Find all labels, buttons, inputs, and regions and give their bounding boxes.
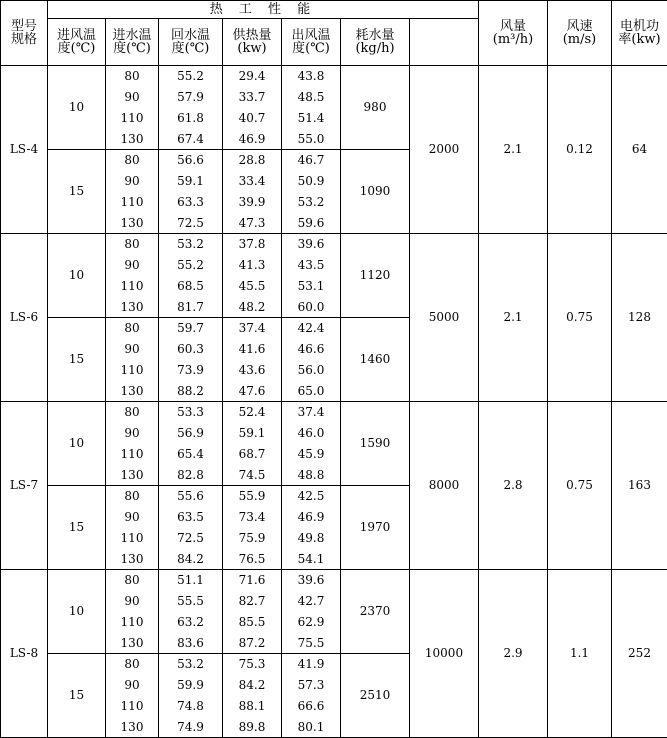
motor-power-cell: 0.75 [548,234,612,402]
air-speed-cell: 2.1 [479,234,548,402]
heat-supply-cell: 55.9 73.4 75.9 76.5 [223,486,282,570]
air-volume-cell: 5000 [410,234,479,402]
header-outlet-air-temp: 出风温 度(℃) [282,19,341,66]
inlet-air-temp-cell: 10 [48,234,106,318]
table-body [1,66,667,738]
water-consumption-cell: 1460 [341,318,410,402]
return-water-temp-cell: 53.2 59.9 74.8 74.9 [159,654,223,738]
weight-cell: 252 [612,570,667,738]
outlet-air-temp-cell: 37.4 46.0 45.9 48.8 [282,402,341,486]
outlet-air-temp-cell: 39.6 43.5 53.1 60.0 [282,234,341,318]
header-return-water-temp: 回水温 度(℃) [159,19,223,66]
return-water-temp-cell: 51.1 55.5 63.2 83.6 [159,570,223,654]
return-water-temp-cell: 55.6 63.5 72.5 84.2 [159,486,223,570]
header-water-consumption: 耗水量 (kg/h) [341,19,410,66]
inlet-air-temp-cell: 10 [48,402,106,486]
heat-supply-cell: 28.8 33.4 39.9 47.3 [223,150,282,234]
table-row [1,234,667,318]
header-inlet-air-temp: 进风温 度(℃) [48,19,106,66]
air-volume-cell: 10000 [410,570,479,738]
weight-cell: 128 [612,234,667,402]
heat-supply-cell: 29.4 33.7 40.7 46.9 [223,66,282,150]
motor-power-cell: 0.12 [548,66,612,234]
inlet-water-temp-cell: 80 90 110 130 [106,234,159,318]
model-name-cell: LS-6 [1,234,48,402]
motor-power-cell: 0.75 [548,402,612,570]
inlet-water-temp-cell: 80 90 110 130 [106,486,159,570]
inlet-water-temp-cell: 80 90 110 130 [106,570,159,654]
return-water-temp-cell: 59.7 60.3 73.9 88.2 [159,318,223,402]
water-consumption-cell: 980 [341,66,410,150]
model-name-cell: LS-4 [1,66,48,234]
motor-power-cell: 1.1 [548,570,612,738]
return-water-temp-cell: 53.3 56.9 65.4 82.8 [159,402,223,486]
inlet-water-temp-cell: 80 90 110 130 [106,654,159,738]
water-consumption-cell: 1590 [341,402,410,486]
weight-cell: 163 [612,402,667,570]
outlet-air-temp-cell: 39.6 42.7 62.9 75.5 [282,570,341,654]
inlet-air-temp-cell: 15 [48,318,106,402]
inlet-air-temp-cell: 15 [48,150,106,234]
table-row [1,570,667,654]
inlet-water-temp-cell: 80 90 110 130 [106,150,159,234]
model-name-cell: LS-8 [1,570,48,738]
table-row [1,66,667,150]
header-thermal-performance: 热 工 性 能 [48,1,479,19]
return-water-temp-cell: 56.6 59.1 63.3 72.5 [159,150,223,234]
inlet-air-temp-cell: 15 [48,486,106,570]
inlet-water-temp-cell: 80 90 110 130 [106,66,159,150]
air-volume-cell: 2000 [410,66,479,234]
water-consumption-cell: 2370 [341,570,410,654]
heat-supply-cell: 75.3 84.2 88.1 89.8 [223,654,282,738]
inlet-water-temp-cell: 80 90 110 130 [106,402,159,486]
header-inlet-water-temp: 进水温 度(℃) [106,19,159,66]
heat-supply-cell: 71.6 82.7 85.5 87.2 [223,570,282,654]
air-volume-cell: 8000 [410,402,479,570]
inlet-air-temp-cell: 10 [48,66,106,150]
header-air-speed: 风速 (m/s) [548,1,612,66]
outlet-air-temp-cell: 41.9 57.3 66.6 80.1 [282,654,341,738]
header-air-volume: 风量 (m³/h) [479,1,548,66]
weight-cell: 64 [612,66,667,234]
water-consumption-cell: 1970 [341,486,410,570]
inlet-air-temp-cell: 10 [48,570,106,654]
outlet-air-temp-cell: 46.7 50.9 53.2 59.6 [282,150,341,234]
inlet-air-temp-cell: 15 [48,654,106,738]
header-model: 型号 规格 [1,1,48,66]
heat-supply-cell: 37.8 41.3 45.5 48.2 [223,234,282,318]
heat-supply-cell: 52.4 59.1 68.7 74.5 [223,402,282,486]
outlet-air-temp-cell: 42.5 46.9 49.8 54.1 [282,486,341,570]
outlet-air-temp-cell: 43.8 48.5 51.4 55.0 [282,66,341,150]
table-header [1,1,667,66]
header-heat-supply: 供热量 (kw) [223,19,282,66]
outlet-air-temp-cell: 42.4 46.6 56.0 65.0 [282,318,341,402]
air-speed-cell: 2.9 [479,570,548,738]
water-consumption-cell: 1120 [341,234,410,318]
return-water-temp-cell: 55.2 57.9 61.8 67.4 [159,66,223,150]
water-consumption-cell: 1090 [341,150,410,234]
air-speed-cell: 2.8 [479,402,548,570]
water-consumption-cell: 2510 [341,654,410,738]
inlet-water-temp-cell: 80 90 110 130 [106,318,159,402]
air-speed-cell: 2.1 [479,66,548,234]
return-water-temp-cell: 53.2 55.2 68.5 81.7 [159,234,223,318]
header-motor-power: 电机功 率(kw) [612,1,667,66]
heat-supply-cell: 37.4 41.6 43.6 47.6 [223,318,282,402]
model-name-cell: LS-7 [1,402,48,570]
table-row [1,402,667,486]
